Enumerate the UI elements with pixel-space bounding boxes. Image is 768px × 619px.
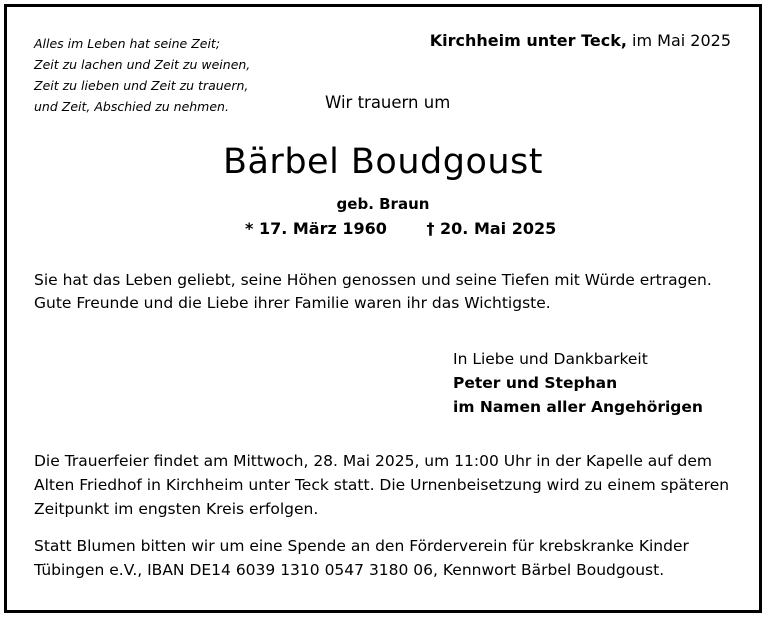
maiden-name: geb. Braun (336, 195, 430, 213)
poem-line: und Zeit, Abschied zu nehmen. (34, 99, 229, 114)
intro-text: Wir trauern um (325, 93, 451, 112)
donation-line: Tübingen e.V., IBAN DE14 6039 1310 0547 3180 06, Kennwort Bärbel Boudgoust. (34, 561, 665, 579)
poem-line: Zeit zu lachen und Zeit zu weinen, (34, 57, 251, 72)
poem-line: Zeit zu lieben und Zeit zu trauern, (34, 78, 249, 93)
death-date: † 20. Mai 2025 (426, 219, 557, 238)
date: im Mai 2025 (632, 31, 731, 50)
poem (34, 33, 250, 117)
signature-block (453, 347, 703, 419)
funeral-line: Die Trauerfeier findet am Mittwoch, 28. Mai 2025, um 11:00 Uhr in der Kapelle auf dem (34, 452, 712, 470)
place: Kirchheim unter Teck, (429, 31, 627, 50)
tribute-line: Gute Freunde und die Liebe ihrer Familie waren ihr das Wichtigste. (34, 294, 551, 312)
donation-info (34, 534, 689, 582)
tribute-text (34, 269, 712, 315)
funeral-line: Zeitpunkt im engsten Kreis erfolgen. (34, 500, 319, 518)
deceased-name: Bärbel Boudgoust (222, 142, 544, 182)
place-and-date (430, 31, 731, 50)
birth-date: * 17. März 1960 (245, 219, 387, 238)
funeral-info (34, 449, 729, 521)
life-dates (245, 219, 556, 238)
tribute-line: Sie hat das Leben geliebt, seine Höhen genossen und seine Tiefen mit Würde ertragen. (34, 271, 712, 289)
mourner-names: Peter und Stephan (453, 374, 618, 392)
relatives-line: im Namen aller Angehörigen (453, 398, 703, 416)
donation-line: Statt Blumen bitten wir um eine Spende an den Förderverein für krebskranke Kinder (34, 537, 689, 555)
funeral-line: Alten Friedhof in Kirchheim unter Teck statt. Die Urnenbeisetzung wird zu einem späteren (34, 476, 730, 494)
obituary-notice (4, 4, 762, 613)
poem-line: Alles im Leben hat seine Zeit; (34, 36, 221, 51)
closing-line: In Liebe und Dankbarkeit (453, 350, 648, 368)
